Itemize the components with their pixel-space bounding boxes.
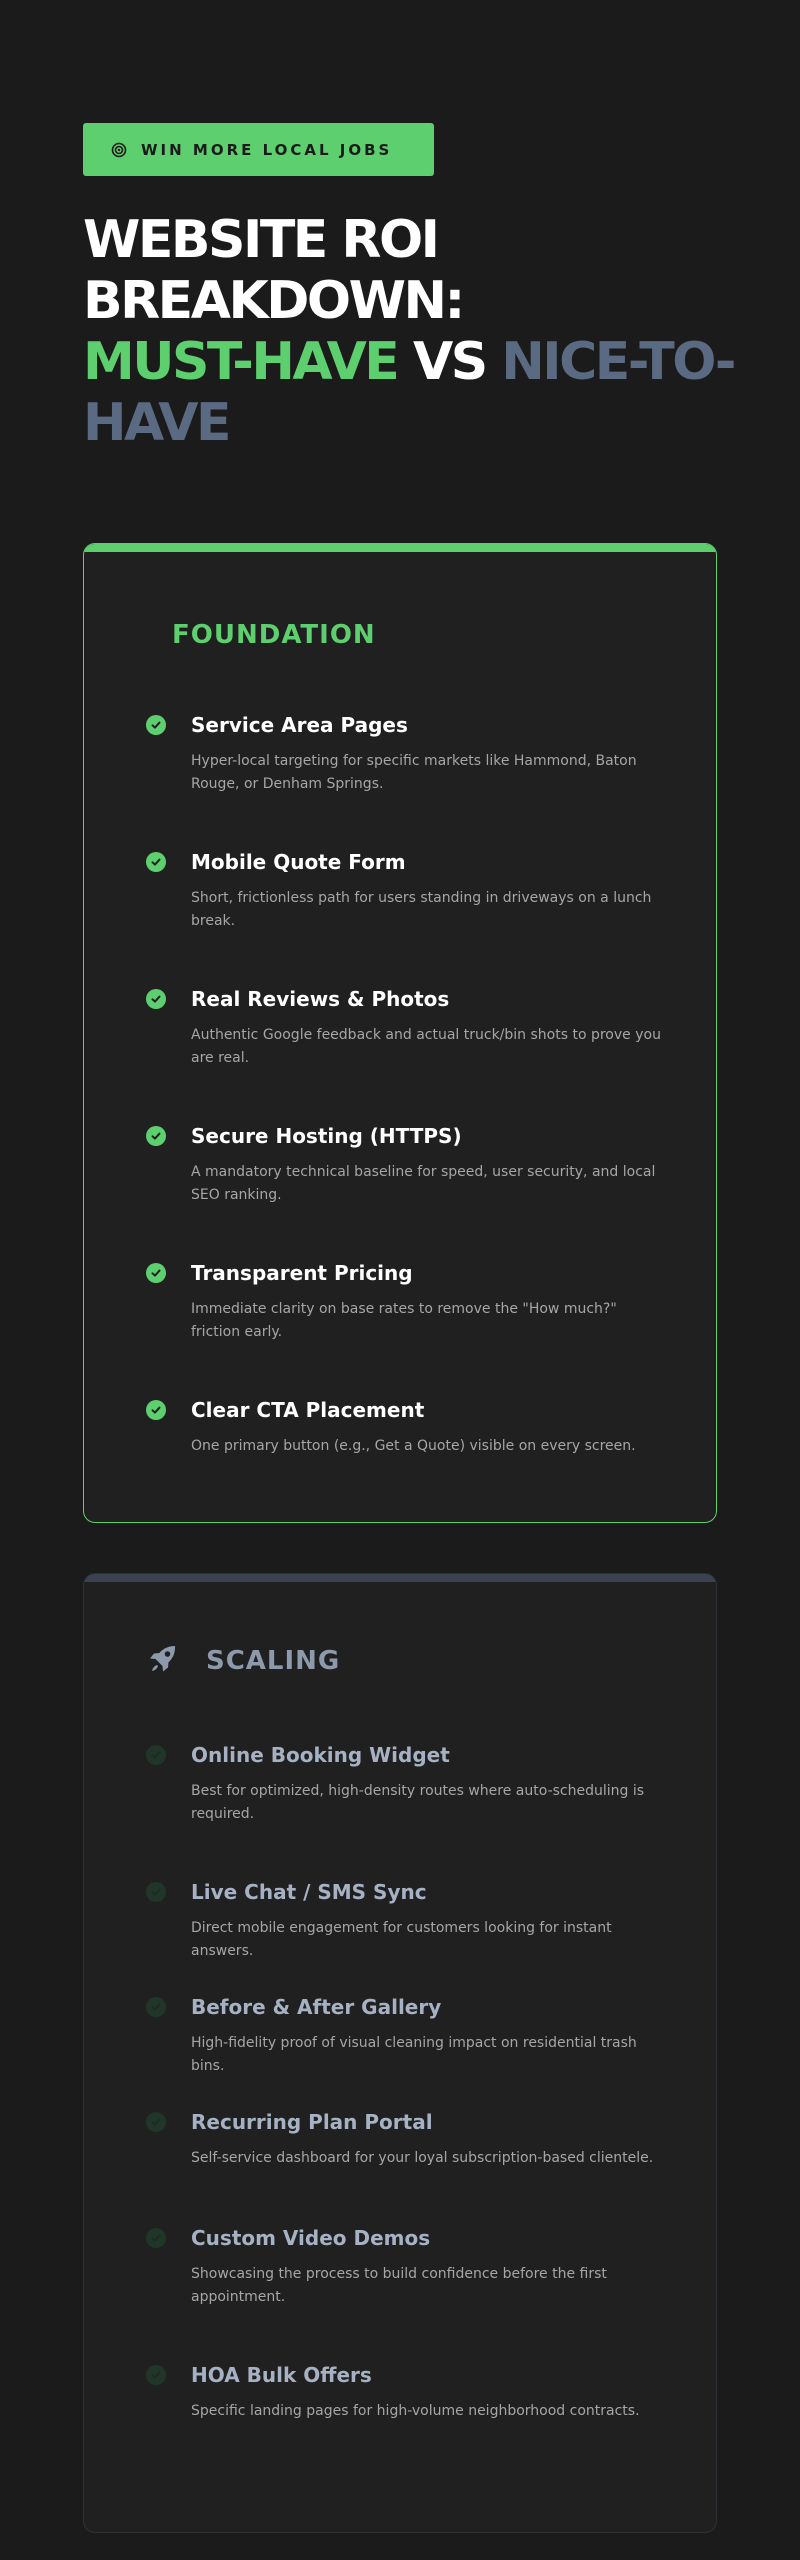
item-title: Transparent Pricing bbox=[191, 1261, 413, 1285]
title-line-1: WEBSITE ROI bbox=[83, 210, 438, 270]
item-title: Recurring Plan Portal bbox=[191, 2110, 433, 2134]
rocket-icon bbox=[144, 1640, 182, 1682]
foundation-list bbox=[146, 710, 666, 1523]
item-title: Before & After Gallery bbox=[191, 1995, 442, 2019]
scaling-title: SCALING bbox=[206, 1646, 341, 1676]
check-icon bbox=[146, 1400, 166, 1420]
page-title bbox=[83, 210, 743, 454]
check-icon bbox=[146, 2112, 166, 2132]
check-icon bbox=[146, 1745, 166, 1765]
badge-label: WIN MORE LOCAL JOBS bbox=[141, 140, 393, 159]
check-icon bbox=[146, 852, 166, 872]
check-icon bbox=[146, 1882, 166, 1902]
list-item bbox=[146, 984, 666, 1121]
list-item bbox=[146, 1395, 666, 1523]
scaling-header bbox=[144, 1640, 340, 1682]
item-title: Secure Hosting (HTTPS) bbox=[191, 1124, 462, 1148]
list-item bbox=[146, 2107, 666, 2223]
title-must-have: MUST-HAVE bbox=[83, 332, 398, 392]
item-description: Short, frictionless path for users standing in driveways on a lunch break. bbox=[191, 890, 652, 929]
item-title: Clear CTA Placement bbox=[191, 1398, 425, 1422]
title-line-2: BREAKDOWN: bbox=[83, 271, 463, 331]
scaling-card bbox=[83, 1573, 717, 2533]
target-icon bbox=[111, 142, 127, 158]
item-description: Hyper-local targeting for specific markets like Hammond, Baton Rouge, or Denham Springs. bbox=[191, 753, 637, 792]
item-description: A mandatory technical baseline for speed, user security, and local SEO ranking. bbox=[191, 1164, 656, 1203]
title-nice-to-have: NICE-TO-HAVE bbox=[83, 332, 734, 453]
check-icon bbox=[146, 2228, 166, 2248]
scaling-list bbox=[146, 1740, 666, 2460]
list-item bbox=[146, 1258, 666, 1395]
foundation-header bbox=[172, 620, 376, 650]
item-description: Best for optimized, high-density routes where auto-scheduling is required. bbox=[191, 1783, 645, 1822]
title-vs: VS bbox=[412, 332, 486, 392]
item-description: Self-service dashboard for your loyal subscription-based clientele. bbox=[191, 2150, 654, 2166]
list-item bbox=[146, 1992, 666, 2107]
item-title: Live Chat / SMS Sync bbox=[191, 1880, 427, 1904]
item-description: Authentic Google feedback and actual truck/bin shots to prove you are real. bbox=[191, 1027, 661, 1066]
list-item bbox=[146, 1740, 666, 1877]
list-item bbox=[146, 2223, 666, 2360]
list-item bbox=[146, 1877, 666, 1992]
check-icon bbox=[146, 1126, 166, 1146]
item-description: High-fidelity proof of visual cleaning impact on residential trash bins. bbox=[191, 2035, 637, 2074]
check-icon bbox=[146, 989, 166, 1009]
list-item bbox=[146, 1121, 666, 1258]
item-title: Service Area Pages bbox=[191, 713, 408, 737]
item-title: Mobile Quote Form bbox=[191, 850, 406, 874]
item-description: One primary button (e.g., Get a Quote) visible on every screen. bbox=[191, 1438, 636, 1454]
item-description: Showcasing the process to build confidence before the first appointment. bbox=[191, 2266, 607, 2305]
item-description: Specific landing pages for high-volume neighborhood contracts. bbox=[191, 2403, 640, 2419]
item-title: HOA Bulk Offers bbox=[191, 2363, 372, 2387]
item-title: Online Booking Widget bbox=[191, 1743, 450, 1767]
list-item bbox=[146, 710, 666, 847]
foundation-card bbox=[83, 543, 717, 1523]
list-item bbox=[146, 847, 666, 984]
check-icon bbox=[146, 1263, 166, 1283]
badge bbox=[83, 123, 434, 176]
check-icon bbox=[146, 1997, 166, 2017]
item-title: Real Reviews & Photos bbox=[191, 987, 450, 1011]
foundation-title: FOUNDATION bbox=[172, 620, 376, 650]
check-icon bbox=[146, 2365, 166, 2385]
list-item bbox=[146, 2360, 666, 2460]
check-icon bbox=[146, 715, 166, 735]
item-title: Custom Video Demos bbox=[191, 2226, 431, 2250]
item-description: Immediate clarity on base rates to remove the "How much?" friction early. bbox=[191, 1301, 617, 1340]
item-description: Direct mobile engagement for customers looking for instant answers. bbox=[191, 1920, 612, 1959]
